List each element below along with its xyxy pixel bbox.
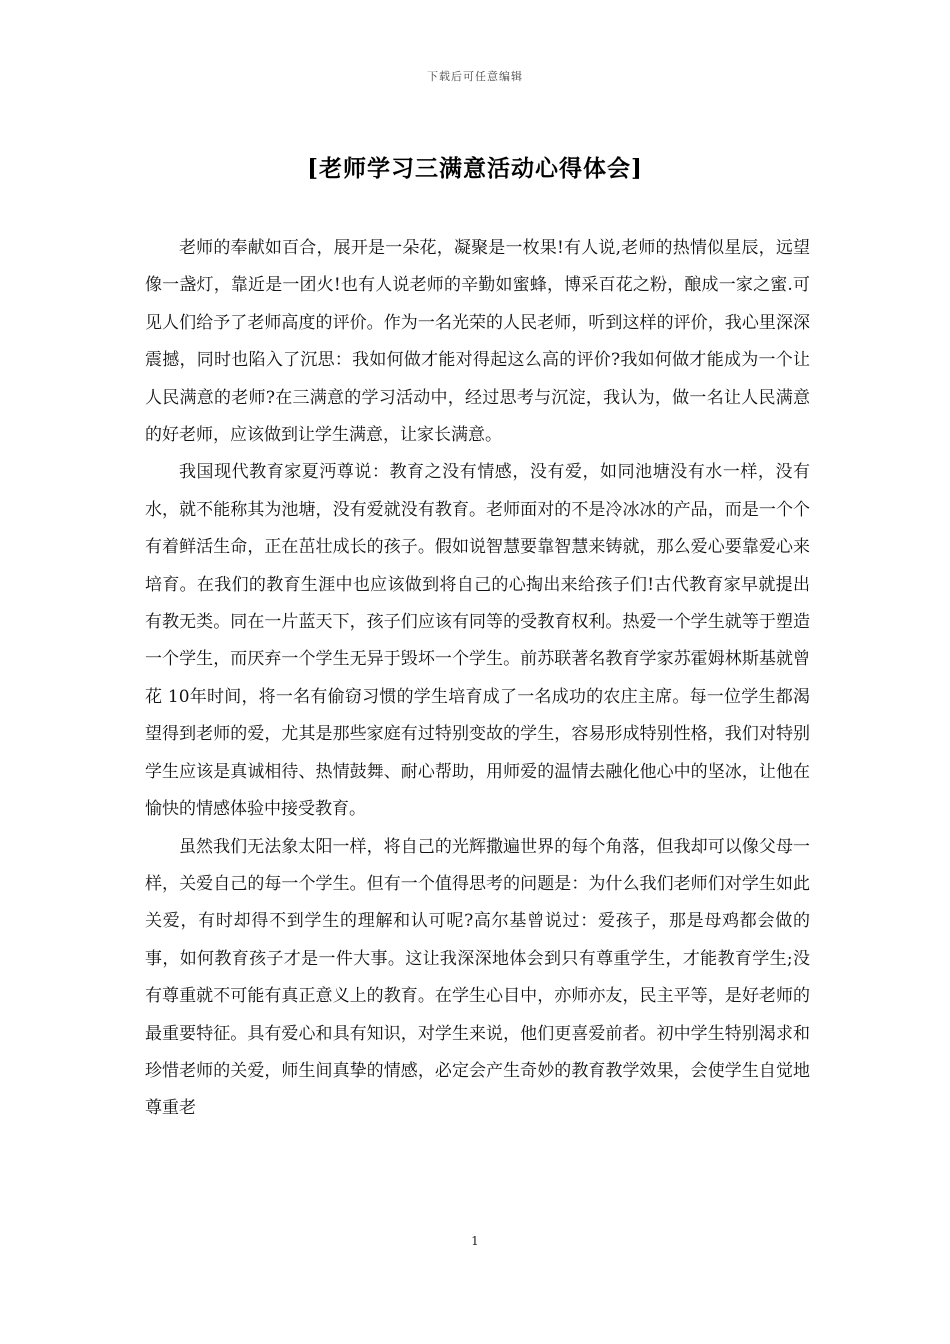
document-body [145, 230, 810, 1128]
paragraph-2: 我国现代教育家夏沔尊说：教育之没有情感，没有爱，如同池塘没有水一样，没有水，就不能称其为池塘，没有爱就没有教育。老师面对的不是冷冰冰的产品，而是一个个有着鲜活生命，正在茁壮成长的孩子。假如说智慧要靠智慧来铸就，那么爱心要靠爱心来培育。在我们的教育生涯中也应该做到将自己的心掏出来给孩子们!古代教育家早就提出有教无类。同在一片蓝天下，孩子们应该有同等的受教育权利。热爱一个学生就等于塑造一个学生，而厌弃一个学生无异于毁坏一个学生。前苏联著名教育学家苏霍姆林斯基就曾花 10年时间，将一名有偷窃习惯的学生培育成了一名成功的农庄主席。每一位学生都渴望得到老师的爱，尤其是那些家庭有过特别变故的学生，容易形成特别性格，我们对特别学生应该是真诚相待、热情鼓舞、耐心帮助，用师爱的温情去融化他心中的坚冰，让他在愉快的情感体验中接受教育。 [145, 462, 810, 820]
document-title: [老师学习三满意活动心得体会] [307, 155, 643, 182]
header-note: 下载后可任意编辑 [427, 70, 523, 83]
page-number: 1 [471, 1234, 479, 1248]
paragraph-1: 老师的奉献如百合，展开是一朵花，凝聚是一枚果!有人说,老师的热情似星辰，远望像一盏灯，靠近是一团火!也有人说老师的辛勤如蜜蜂，博采百花之粉，酿成一家之蜜.可见人们给予了老师高度的评价。作为一名光荣的人民老师，听到这样的评价，我心里深深震撼，同时也陷入了沉思：我如何做才能对得起这么高的评价?我如何做才能成为一个让人民满意的老师?在三满意的学习活动中，经过思考与沉淀，我认为，做一名让人民满意的好老师，应该做到让学生满意，让家长满意。 [145, 238, 810, 446]
paragraph-3: 虽然我们无法象太阳一样，将自己的光辉撒遍世界的每个角落，但我却可以像父母一样，关爱自己的每一个学生。但有一个值得思考的问题是：为什么我们老师们对学生如此关爱，有时却得不到学生的理解和认可呢?高尔基曾说过：爱孩子，那是母鸡都会做的事，如何教育孩子才是一件大事。这让我深深地体会到只有尊重学生，才能教育学生;没有尊重就不可能有真正意义上的教育。在学生心目中，亦师亦友，民主平等，是好老师的最重要特征。具有爱心和具有知识，对学生来说，他们更喜爱前者。初中学生特别渴求和珍惜老师的关爱，师生间真挚的情感，必定会产生奇妙的教育教学效果，会使学生自觉地尊重老 [145, 836, 810, 1119]
